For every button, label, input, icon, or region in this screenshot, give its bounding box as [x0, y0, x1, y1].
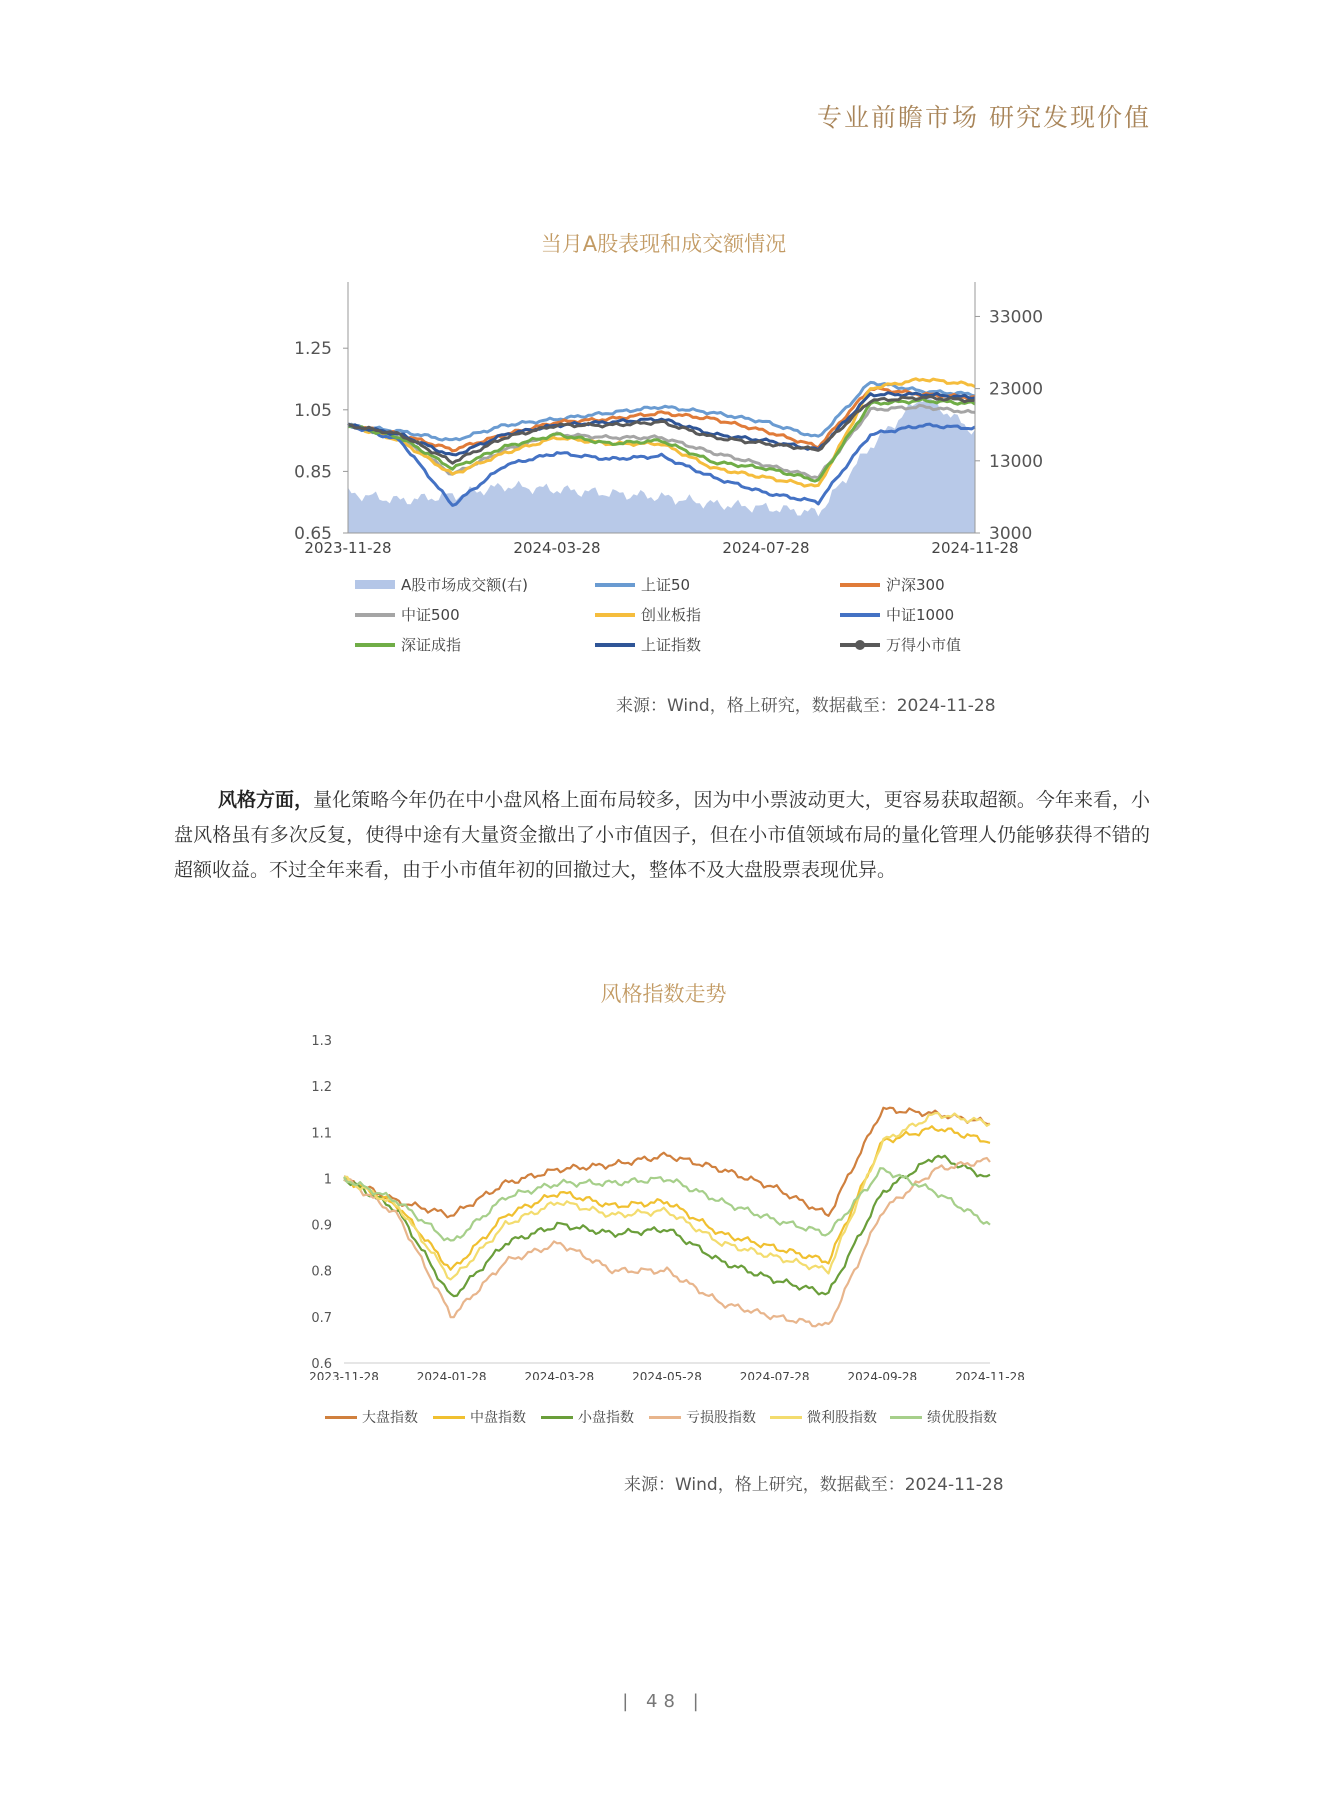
chart1-legend-item	[355, 634, 461, 655]
legend-swatch	[649, 1416, 681, 1419]
chart1-legend	[0, 570, 1327, 670]
chart2-y-tick: 1.1	[311, 1126, 332, 1142]
chart1-y-tick: 0.85	[294, 462, 332, 483]
chart2-x-tick: 2024-01-28	[416, 1370, 487, 1380]
legend-label: 亏损股指数	[686, 1410, 756, 1426]
legend-swatch	[355, 643, 395, 647]
chart1-legend-item	[595, 634, 701, 655]
chart1-x-tick: 2023-11-28	[304, 539, 392, 557]
chart2-x-tick: 2024-11-28	[955, 1370, 1025, 1380]
chart2-series-line	[344, 1168, 990, 1240]
style-paragraph	[174, 783, 1150, 888]
legend-label: 中证1000	[886, 606, 955, 624]
legend-swatch	[325, 1416, 357, 1419]
legend-label: 创业板指	[641, 606, 702, 624]
chart1-legend-item	[595, 574, 690, 595]
chart2-x-tick: 2024-09-28	[847, 1370, 918, 1380]
legend-swatch	[355, 613, 395, 617]
chart1-title: 当月A股表现和成交额情况	[540, 232, 787, 256]
legend-label: 小盘指数	[578, 1410, 634, 1426]
chart2-legend-item	[433, 1407, 526, 1427]
chart2-legend-item	[325, 1407, 418, 1427]
chart2-legend-item	[541, 1407, 634, 1427]
chart2-y-tick: 1	[323, 1172, 332, 1188]
paragraph-lead: 风格方面，	[218, 789, 314, 811]
legend-swatch	[433, 1416, 465, 1419]
chart1-legend-item	[355, 604, 460, 625]
legend-label: 大盘指数	[362, 1410, 418, 1426]
chart2-legend-item	[649, 1407, 756, 1427]
chart2-series-line	[344, 1113, 990, 1279]
legend-label: 深证成指	[401, 636, 462, 654]
legend-label: 万得小市值	[886, 636, 962, 654]
chart2-y-tick: 1.2	[311, 1080, 332, 1096]
chart2-source: 来源：Wind，格上研究，数据截至：2024-11-28	[624, 1475, 1004, 1495]
page-number: | 48 |	[622, 1691, 705, 1712]
chart2-y-tick: 0.9	[311, 1218, 332, 1234]
chart1-plot	[0, 280, 1327, 610]
chart1-y2-tick: 13000	[989, 451, 1044, 472]
chart1-source: 来源：Wind，格上研究，数据截至：2024-11-28	[616, 696, 996, 716]
legend-swatch	[595, 613, 635, 617]
legend-label: A股市场成交额(右)	[401, 576, 528, 594]
legend-label: 沪深300	[886, 576, 945, 594]
legend-label: 微利股指数	[807, 1410, 877, 1426]
chart2-legend-item	[890, 1407, 997, 1427]
chart1-y2-tick: 23000	[989, 379, 1044, 400]
legend-swatch	[840, 643, 880, 647]
chart1-legend-item	[840, 604, 954, 625]
legend-label: 中证500	[401, 606, 460, 624]
chart2-series-line	[344, 1126, 990, 1269]
legend-label: 绩优股指数	[927, 1410, 997, 1426]
legend-swatch	[595, 643, 635, 647]
legend-swatch	[541, 1416, 573, 1419]
legend-swatch	[890, 1416, 922, 1419]
chart1-y-tick: 1.05	[294, 400, 332, 421]
chart2-y-tick: 0.6	[311, 1357, 332, 1372]
legend-swatch	[840, 583, 880, 587]
chart2-x-tick: 2024-05-28	[632, 1370, 702, 1380]
legend-label: 上证50	[641, 576, 691, 594]
chart1-x-tick: 2024-11-28	[931, 539, 1019, 557]
chart1-y-tick: 0.65	[294, 524, 332, 544]
chart1-legend-item	[840, 634, 961, 655]
chart1-x-tick: 2024-03-28	[513, 539, 601, 557]
paragraph-body: 量化策略今年仍在中小盘风格上面布局较多，因为中小票波动更大，更容易获取超额。今年来看，小盘风格虽有多次反复，使得中途有大量资金撤出了小市值因子，但在小市值领域布局的量化管理人仍能够获得不错的超额收益。不过全年来看，由于小市值年初的回撤过大，整体不及大盘股票表现优异。	[174, 789, 1150, 881]
chart1-x-tick: 2024-07-28	[722, 539, 810, 557]
chart2-x-tick: 2024-07-28	[739, 1370, 810, 1380]
legend-swatch	[595, 583, 635, 587]
chart1-legend-item	[595, 604, 701, 625]
chart1-legend-item	[355, 574, 528, 595]
legend-swatch	[770, 1416, 802, 1419]
chart1-y2-tick: 3000	[989, 524, 1033, 544]
chart2-legend	[0, 1405, 1327, 1435]
chart2-plot	[0, 1020, 1327, 1380]
chart1-legend-item	[840, 574, 945, 595]
legend-label: 上证指数	[641, 636, 702, 654]
header-slogan: 专业前瞻市场 研究发现价值	[817, 103, 1151, 132]
legend-swatch	[355, 580, 395, 589]
chart2-title: 风格指数走势	[600, 982, 727, 1006]
chart2-x-tick: 2023-11-28	[309, 1370, 379, 1380]
chart1-y-tick: 1.25	[294, 339, 332, 360]
legend-swatch	[840, 613, 880, 617]
legend-label: 中盘指数	[470, 1410, 526, 1426]
chart2-y-tick: 0.7	[311, 1310, 332, 1326]
chart1-y2-tick: 33000	[989, 307, 1044, 328]
chart2-y-tick: 1.3	[311, 1034, 332, 1049]
chart2-x-tick: 2024-03-28	[524, 1370, 595, 1380]
chart1-volume-area	[348, 397, 975, 533]
chart2-legend-item	[770, 1407, 877, 1427]
chart2-y-tick: 0.8	[311, 1264, 332, 1280]
